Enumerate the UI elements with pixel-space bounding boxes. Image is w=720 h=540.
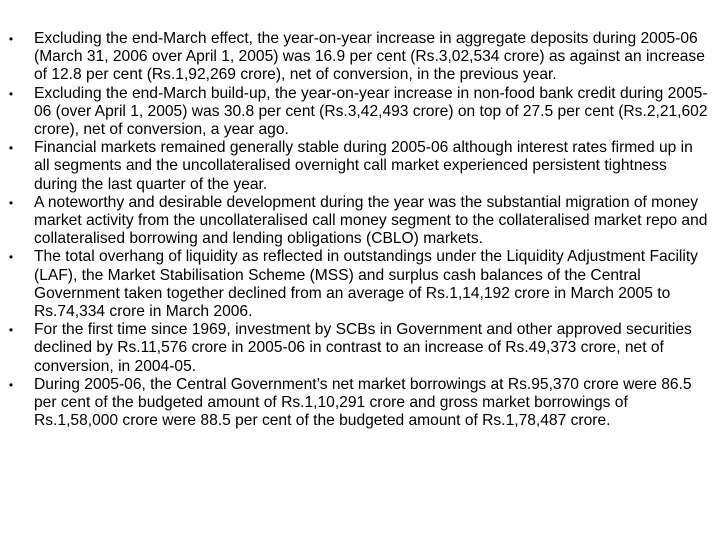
bullet-text: Excluding the end-March build-up, the year-on-year increase in non-food bank credit during 2005-06 (over April 1, 2005) was 30.8 per cent (Rs.3,42,493 crore) on top of 27.5 per cent (Rs.2,21,602 crore), net of conversion, a year ago. bbox=[34, 84, 708, 139]
bullet-text: The total overhang of liquidity as reflected in outstandings under the Liquidity Adjustment Facility (LAF), the Market Stabilisation Scheme (MSS) and surplus cash balances of the Central Government taken together declined from an average of Rs.1,14,192 crore in March 2005 to Rs.74,334 crore in March 2006. bbox=[34, 248, 698, 321]
bullet-text: A noteworthy and desirable development during the year was the substantial migration of money market activity from the uncollateralised call money segment to the collateralised market repo and collateralised borrowing and lending obligations (CBLO) markets. bbox=[34, 193, 708, 248]
bullet-item-investment bbox=[0, 321, 720, 376]
bullet-item-markets bbox=[0, 139, 720, 194]
bullet-icon: • bbox=[8, 195, 14, 210]
bullet-item-liquidity bbox=[0, 248, 720, 321]
bullet-item-credit bbox=[0, 85, 720, 140]
bullet-list bbox=[0, 30, 720, 430]
bullet-text: Excluding the end-March effect, the year-on-year increase in aggregate deposits during 2005-06 (March 31, 2006 over April 1, 2005) was 16.9 per cent (Rs.3,02,534 crore) as against an increase of 12.8 per cent (Rs.1,92,269 crore), net of conversion, in the previous year. bbox=[34, 30, 705, 84]
bullet-item-borrowings bbox=[0, 376, 720, 431]
bullet-text: For the first time since 1969, investment by SCBs in Government and other approved securities declined by Rs.11,576 crore in 2005-06 in contrast to an increase of Rs.49,373 crore, net of conversion, in 2004-05. bbox=[34, 321, 692, 375]
bullet-icon: • bbox=[8, 32, 14, 46]
bullet-icon: • bbox=[8, 141, 14, 156]
bullet-icon: • bbox=[8, 377, 14, 392]
bullet-text: During 2005-06, the Central Government’s net market borrowings at Rs.95,370 crore were 86.5 per cent of the budgeted amount of Rs.1,10,291 crore and gross market borrowings of Rs.1,58,000 crore were 88.5 per cent of the budgeted amount of Rs.1,78,487 crore. bbox=[34, 375, 692, 430]
bullet-icon: • bbox=[8, 323, 14, 338]
bullet-icon: • bbox=[8, 250, 14, 265]
bullet-icon: • bbox=[8, 86, 14, 101]
bullet-item-migration bbox=[0, 194, 720, 249]
bullet-text: Financial markets remained generally stable during 2005-06 although interest rates firmed up in all segments and the uncollateralised overnight call market experienced persistent tightness during the last quarter of the year. bbox=[34, 139, 693, 193]
bullet-item-deposits bbox=[0, 30, 720, 85]
